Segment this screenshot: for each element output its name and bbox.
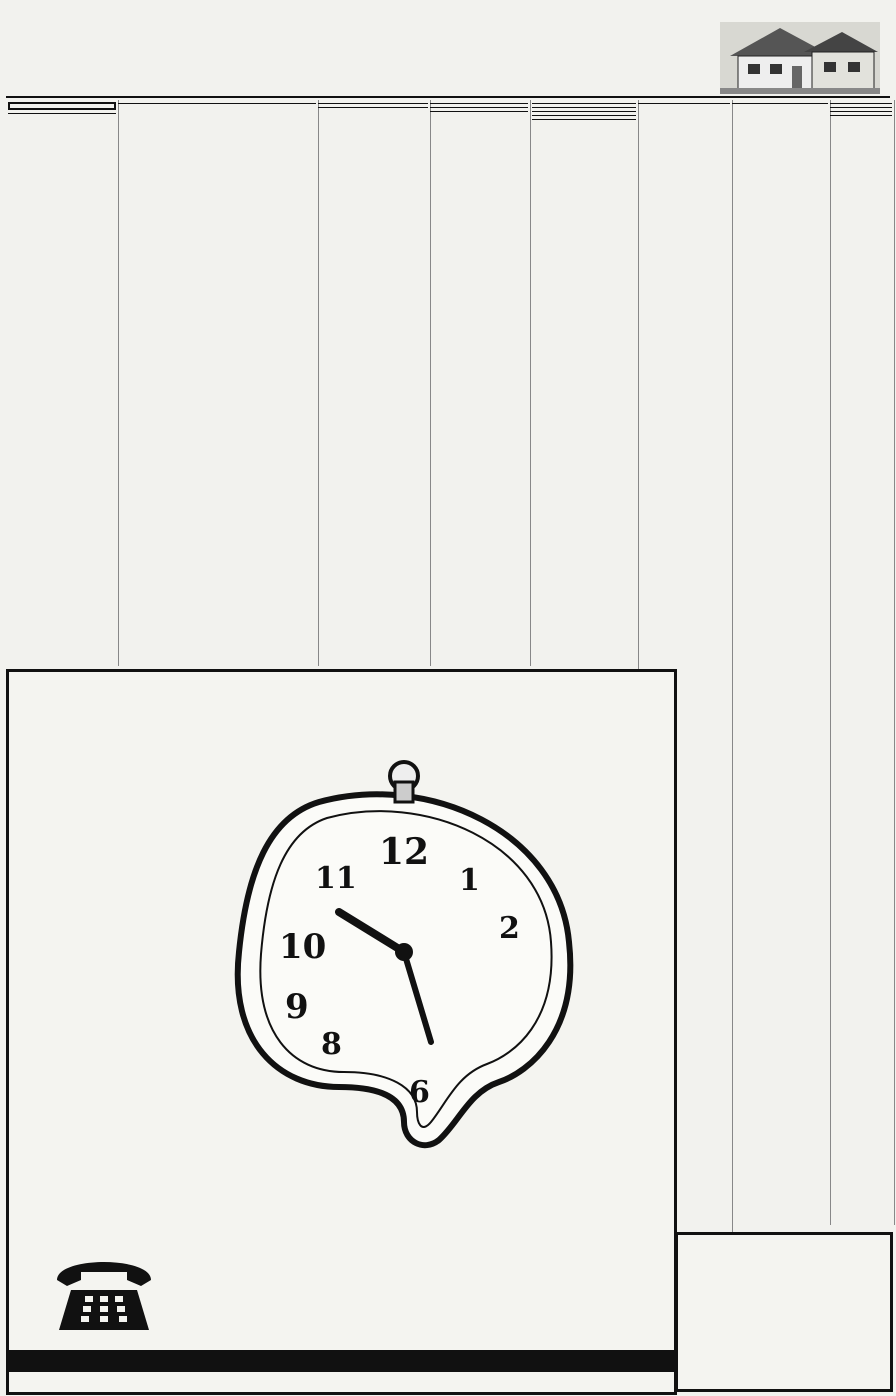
ad-column-1 bbox=[6, 100, 119, 666]
ad-column-4 bbox=[428, 100, 531, 666]
svg-text:1: 1 bbox=[459, 863, 480, 898]
section-heading bbox=[532, 115, 636, 116]
section-heading bbox=[638, 103, 730, 104]
page-header bbox=[0, 2, 896, 18]
ad-column-8 bbox=[828, 100, 895, 1225]
section-heading bbox=[430, 103, 528, 104]
svg-text:2: 2 bbox=[499, 911, 520, 946]
section-heading bbox=[532, 107, 636, 108]
section-heading bbox=[430, 111, 528, 112]
more-classifieds-box bbox=[8, 102, 116, 110]
section-heading bbox=[318, 103, 428, 104]
classified-advertising-bar bbox=[9, 1350, 674, 1372]
svg-text:11: 11 bbox=[315, 861, 357, 896]
section-heading bbox=[430, 107, 528, 108]
section-heading bbox=[532, 103, 636, 104]
section-heading bbox=[732, 103, 828, 104]
house-illustration bbox=[720, 22, 880, 94]
section-heading bbox=[830, 115, 892, 116]
section-heading bbox=[830, 103, 892, 104]
section-heading bbox=[532, 111, 636, 112]
svg-text:6: 6 bbox=[409, 1075, 430, 1110]
section-heading bbox=[318, 107, 428, 108]
svg-text:12: 12 bbox=[379, 831, 430, 873]
ad-column-2 bbox=[116, 100, 319, 666]
section-heading bbox=[118, 103, 316, 104]
section-heading bbox=[830, 107, 892, 108]
section-heading bbox=[8, 113, 116, 114]
svg-text:9: 9 bbox=[285, 987, 309, 1027]
melting-clock-icon bbox=[199, 742, 609, 1152]
section-heading bbox=[532, 119, 636, 120]
title-rule bbox=[6, 96, 890, 98]
ad-column-7 bbox=[730, 100, 831, 1225]
ad-column-3 bbox=[316, 100, 431, 666]
telephone-icon bbox=[49, 1250, 159, 1334]
svg-text:8: 8 bbox=[321, 1027, 342, 1062]
section-heading bbox=[830, 111, 892, 112]
svg-text:10: 10 bbox=[279, 927, 327, 967]
classified-promo-ad bbox=[6, 669, 677, 1395]
promo-box bbox=[675, 1232, 893, 1392]
